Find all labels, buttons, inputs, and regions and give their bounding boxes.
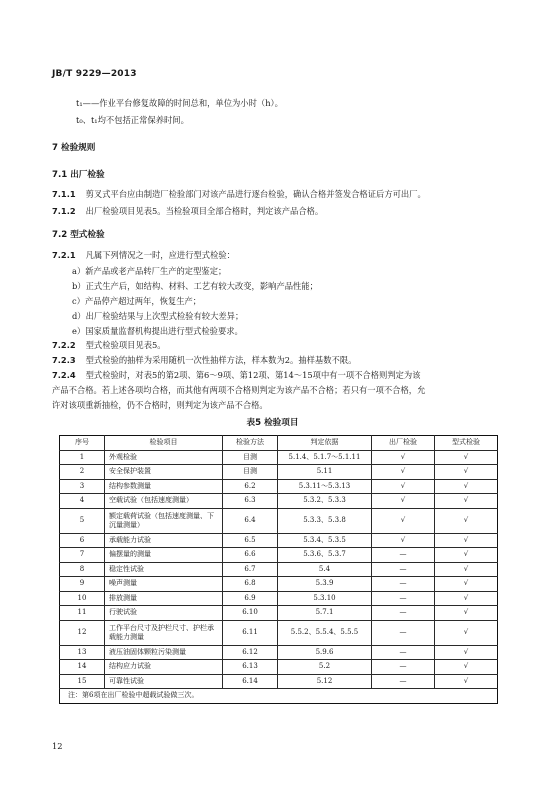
cell-method: 6.6 bbox=[223, 548, 278, 563]
cell-type: √ bbox=[435, 606, 498, 621]
cell-index: 10 bbox=[60, 591, 105, 606]
cell-basis: 5.3.4、5.3.5 bbox=[278, 533, 372, 548]
cell-type: √ bbox=[435, 577, 498, 592]
clause-text: 型式检验项目见表5。 bbox=[85, 340, 166, 350]
cell-method: 6.8 bbox=[223, 577, 278, 592]
clause-number: 7.1.2 bbox=[52, 206, 76, 216]
clause-number: 7.2.2 bbox=[52, 340, 76, 350]
cell-method: 目测 bbox=[223, 450, 278, 465]
cell-type: √ bbox=[435, 479, 498, 494]
cell-item: 额定载荷试验（包括速度测量、下沉量测量） bbox=[105, 508, 223, 533]
col-header-basis: 判定依据 bbox=[278, 436, 372, 451]
cell-basis: 5.5.2、5.5.4、5.5.5 bbox=[278, 620, 372, 645]
list-item: c）产品停产超过两年，恢复生产； bbox=[72, 296, 202, 306]
cell-index: 1 bbox=[60, 450, 105, 465]
cell-item: 噪声测量 bbox=[105, 577, 223, 592]
cell-index: 11 bbox=[60, 606, 105, 621]
cell-index: 9 bbox=[60, 577, 105, 592]
cell-basis: 5.11 bbox=[278, 465, 372, 480]
cell-method: 6.9 bbox=[223, 591, 278, 606]
cell-method: 6.3 bbox=[223, 494, 278, 509]
cell-type: √ bbox=[435, 533, 498, 548]
clause-number: 7.1.1 bbox=[52, 189, 76, 199]
cell-factory: — bbox=[372, 577, 435, 592]
cell-index: 5 bbox=[60, 508, 105, 533]
cell-item: 液压油固体颗粒污染测量 bbox=[105, 645, 223, 660]
cell-type: √ bbox=[435, 562, 498, 577]
cell-basis: 5.3.11～5.3.13 bbox=[278, 479, 372, 494]
cell-item: 行驶试验 bbox=[105, 606, 223, 621]
clause-text: 凡属下列情况之一时，应进行型式检验： bbox=[85, 250, 235, 260]
cell-factory: — bbox=[372, 660, 435, 675]
col-header-method: 检验方法 bbox=[223, 436, 278, 451]
list-item: a）新产品或老产品转厂生产的定型鉴定； bbox=[72, 266, 227, 276]
table-note-row bbox=[60, 689, 498, 704]
list-item: b）正式生产后，如结构、材料、工艺有较大改变，影响产品性能； bbox=[72, 281, 318, 291]
table-row bbox=[60, 562, 498, 577]
table-note: 注：第6项在出厂检验中超载试验做三次。 bbox=[60, 689, 498, 704]
cell-basis: 5.12 bbox=[278, 674, 372, 689]
cell-item: 排放测量 bbox=[105, 591, 223, 606]
cell-factory: — bbox=[372, 645, 435, 660]
cell-item: 安全保护装置 bbox=[105, 465, 223, 480]
list-item: d）出厂检验结果与上次型式检验有较大差异； bbox=[72, 311, 244, 321]
clause-text: 型式检验的抽样为采用随机一次性抽样方法，样本数为2。抽样基数不限。 bbox=[85, 355, 357, 365]
cell-method: 目测 bbox=[223, 465, 278, 480]
cell-index: 6 bbox=[60, 533, 105, 548]
cell-factory: √ bbox=[372, 533, 435, 548]
table-row bbox=[60, 508, 498, 533]
cell-method: 6.12 bbox=[223, 645, 278, 660]
cell-index: 8 bbox=[60, 562, 105, 577]
clause-7-2-4-line-3: 许对该项重新抽检，仍不合格时，则判定为该产品不合格。 bbox=[52, 400, 268, 410]
cell-item: 工作平台尺寸及护栏尺寸、护栏承载能力测量 bbox=[105, 620, 223, 645]
cell-item: 稳定性试验 bbox=[105, 562, 223, 577]
inspection-items-table bbox=[59, 435, 498, 704]
cell-type: √ bbox=[435, 645, 498, 660]
clause-7-2-4-line-2: 产品不合格。若上述各项均合格，而其他有两项不合格则判定为该产品不合格；若只有一项不合格，允 bbox=[52, 385, 426, 395]
clause-text: 型式检验时，对表5的第2项、第6～9项、第12项、第14～15项中有一项不合格则判定为该 bbox=[85, 370, 421, 380]
cell-item: 可靠性试验 bbox=[105, 674, 223, 689]
cell-basis: 5.3.9 bbox=[278, 577, 372, 592]
cell-index: 7 bbox=[60, 548, 105, 563]
table-row bbox=[60, 577, 498, 592]
cell-index: 12 bbox=[60, 620, 105, 645]
clause-number: 7.2.3 bbox=[52, 355, 76, 365]
cell-factory: √ bbox=[372, 508, 435, 533]
cell-factory: — bbox=[372, 548, 435, 563]
clause-7-2-3 bbox=[52, 354, 356, 366]
cell-index: 4 bbox=[60, 494, 105, 509]
cell-basis: 5.3.10 bbox=[278, 591, 372, 606]
table-row bbox=[60, 660, 498, 675]
cell-type: √ bbox=[435, 620, 498, 645]
cell-factory: — bbox=[372, 591, 435, 606]
cell-basis: 5.2 bbox=[278, 660, 372, 675]
cell-index: 14 bbox=[60, 660, 105, 675]
cell-method: 6.4 bbox=[223, 508, 278, 533]
cell-basis: 5.7.1 bbox=[278, 606, 372, 621]
cell-basis: 5.1.4、5.1.7～5.1.11 bbox=[278, 450, 372, 465]
table-caption: 表5 检验项目 bbox=[246, 418, 299, 428]
table-row bbox=[60, 645, 498, 660]
clause-text: 剪叉式平台应由制造厂检验部门对该产品进行逐台检验，确认合格并签发合格证后方可出厂。 bbox=[85, 189, 426, 199]
clause-7-1-2 bbox=[52, 205, 323, 217]
cell-method: 6.2 bbox=[223, 479, 278, 494]
cell-basis: 5.9.6 bbox=[278, 645, 372, 660]
cell-type: √ bbox=[435, 450, 498, 465]
cell-method: 6.10 bbox=[223, 606, 278, 621]
definition-t1: t₁——作业平台修复故障的时间总和，单位为小时（h）。 bbox=[76, 98, 283, 108]
table-row bbox=[60, 674, 498, 689]
table-header-row bbox=[60, 436, 498, 451]
table-row bbox=[60, 465, 498, 480]
table-row bbox=[60, 494, 498, 509]
cell-index: 15 bbox=[60, 674, 105, 689]
cell-factory: √ bbox=[372, 450, 435, 465]
clause-number: 7.2.4 bbox=[52, 370, 76, 380]
cell-index: 13 bbox=[60, 645, 105, 660]
cell-factory: √ bbox=[372, 465, 435, 480]
cell-item: 外观检验 bbox=[105, 450, 223, 465]
cell-method: 6.7 bbox=[223, 562, 278, 577]
cell-type: √ bbox=[435, 660, 498, 675]
cell-item: 结构参数测量 bbox=[105, 479, 223, 494]
definition-t0: t₀、t₁均不包括正常保养时间。 bbox=[76, 115, 189, 125]
table-row bbox=[60, 606, 498, 621]
table-row bbox=[60, 620, 498, 645]
table-row bbox=[60, 450, 498, 465]
cell-factory: √ bbox=[372, 494, 435, 509]
col-header-type: 型式检验 bbox=[435, 436, 498, 451]
cell-item: 承载能力试验 bbox=[105, 533, 223, 548]
cell-method: 6.5 bbox=[223, 533, 278, 548]
col-header-item: 检验项目 bbox=[105, 436, 223, 451]
col-header-factory: 出厂检验 bbox=[372, 436, 435, 451]
cell-basis: 5.3.6、5.3.7 bbox=[278, 548, 372, 563]
clause-number: 7.2.1 bbox=[52, 250, 76, 260]
cell-type: √ bbox=[435, 674, 498, 689]
cell-basis: 5.3.2、5.3.3 bbox=[278, 494, 372, 509]
cell-method: 6.11 bbox=[223, 620, 278, 645]
cell-method: 6.14 bbox=[223, 674, 278, 689]
cell-method: 6.13 bbox=[223, 660, 278, 675]
cell-type: √ bbox=[435, 465, 498, 480]
section-7-1-title: 7.1 出厂检验 bbox=[52, 170, 105, 180]
cell-factory: — bbox=[372, 606, 435, 621]
cell-factory: √ bbox=[372, 479, 435, 494]
table-row bbox=[60, 479, 498, 494]
section-7-2-title: 7.2 型式检验 bbox=[52, 230, 105, 240]
table-row bbox=[60, 548, 498, 563]
clause-7-2-1 bbox=[52, 249, 235, 261]
section-7-title: 7 检验规则 bbox=[52, 143, 96, 153]
cell-index: 2 bbox=[60, 465, 105, 480]
clause-7-2-2 bbox=[52, 339, 166, 351]
col-header-index: 序号 bbox=[60, 436, 105, 451]
clause-7-1-1 bbox=[52, 188, 426, 200]
cell-type: √ bbox=[435, 591, 498, 606]
cell-item: 偏摆量的测量 bbox=[105, 548, 223, 563]
cell-item: 空载试验（包括速度测量） bbox=[105, 494, 223, 509]
cell-basis: 5.3.3、5.3.8 bbox=[278, 508, 372, 533]
cell-type: √ bbox=[435, 494, 498, 509]
standard-code: JB/T 9229—2013 bbox=[52, 69, 137, 79]
clause-7-2-4 bbox=[52, 369, 421, 381]
cell-item: 结构应力试验 bbox=[105, 660, 223, 675]
clause-text: 出厂检验项目见表5。当检验项目全部合格时，判定该产品合格。 bbox=[85, 206, 324, 216]
cell-factory: — bbox=[372, 674, 435, 689]
page-number: 12 bbox=[52, 741, 63, 751]
cell-type: √ bbox=[435, 508, 498, 533]
list-item: e）国家质量监督机构提出进行型式检验要求。 bbox=[72, 326, 243, 336]
table-row bbox=[60, 591, 498, 606]
table-row bbox=[60, 533, 498, 548]
cell-type: √ bbox=[435, 548, 498, 563]
cell-index: 3 bbox=[60, 479, 105, 494]
cell-factory: — bbox=[372, 620, 435, 645]
cell-factory: — bbox=[372, 562, 435, 577]
cell-basis: 5.4 bbox=[278, 562, 372, 577]
